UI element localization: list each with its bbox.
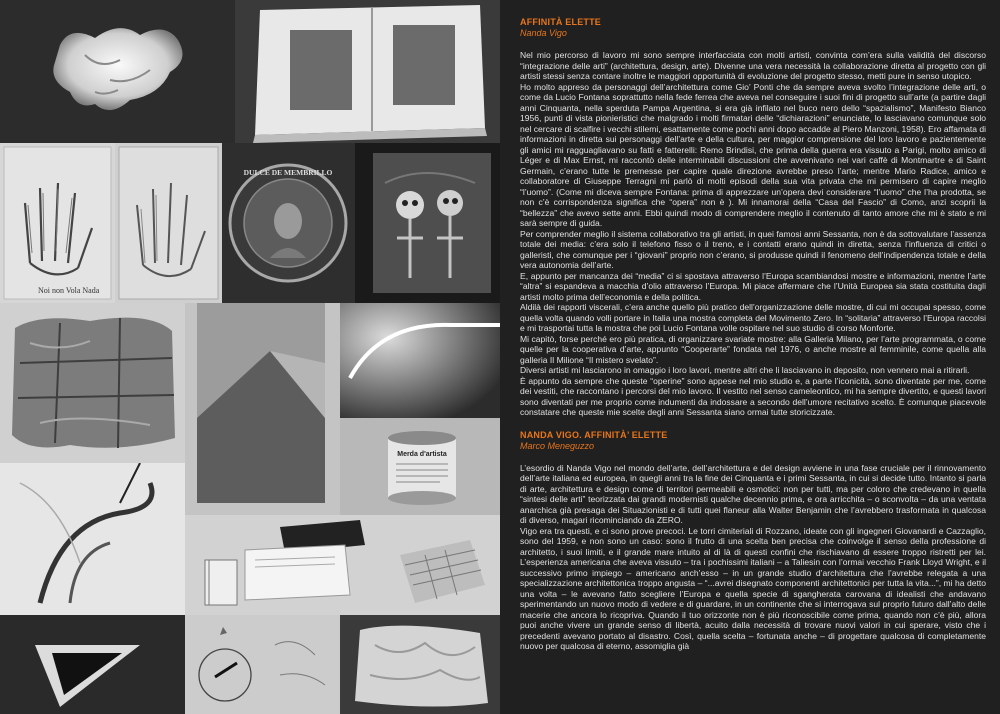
folded-canvas-photo — [185, 303, 340, 515]
open-book-with-cutouts-photo — [235, 0, 500, 143]
drawing-icon — [185, 615, 340, 714]
section-body — [520, 463, 986, 652]
merda-d-artista-can-photo — [340, 418, 500, 515]
section-nanda-vigo-affinita-elette — [520, 430, 986, 652]
paragraph: Vigo era tra questi, e ci sono prove precoci. Le torri cimiteriali di Rozzano, ideate con gli ingegneri Giovanardi e Cazzaglio, sono del 1959, e non sono un caso: sono il frutto di una scelta ben precisa che coinvolge il senso della professione di architetto, i suoi limiti, e il grande mare intuito al di là di questi confini che rischiavano di essere troppo ristretti per lei. L’esperienza americana che aveva vissuto – tra i pochissimi italiani – a Taliesin con l’ormai vecchio Frank Lloyd Wright, e il successivo primo impiego – americano anch’esso – in un grande studio d’architettura che l’avrebbe relegata a una specializzazione architettonica troppo angusta – “...avrei disegnato componenti architettonici per tutta la vita...”, mi ha detto una volta – le avevano fatto scegliere l’Europa e quella specie di sgangherata carovana di idealisti che andavano sperimentando un nuovo modo di vedere e di guardare, in un continente che si interrogava sul proprio futuro dall’alto delle macerie che ancora lo ricopriva. Quando il tuo orizzonte non è più riconoscibile come prima, quando non c’è più, allora puoi anche vivere un grande senso di libertà, acuito dalla necessità di trovare nuovi valori in cui sperare, visto che i precedenti avevano portato al disastro. Così, quella scelta – fortunata anche – di progettare qualcosa di completamente nuovo per qualcosa di eterno, assomiglia già — [520, 525, 986, 651]
article-column — [500, 0, 1000, 714]
hand-sketch-icon — [0, 143, 115, 303]
drawing-signature: Noi non Vola Nada — [38, 286, 100, 295]
booklets-icon — [185, 515, 500, 615]
painting-icon — [355, 143, 500, 303]
paragraph: Nel mio percorso di lavoro mi sono sempre interfacciata con molti artisti, convinta com’era sulla validità del discorso “integrazione delle arti” (architettura, design, arte). Divenne una vera necessità la collaborazione diretta al progetto con gli artisti stessi senza contare inoltre le maggiori opportunità di evoluzione del progetto stesso, metti pure in senso utopico. — [520, 50, 986, 81]
white-crumpled-sculpture-photo — [0, 0, 235, 143]
canvas-icon — [185, 303, 340, 515]
can-label: Merda d'artista — [397, 451, 447, 458]
neon-light-photo — [340, 303, 500, 418]
sculpture-icon — [0, 0, 235, 143]
abstract-drawing-photo — [0, 463, 185, 615]
tin-label: DULCE DE MEMBRILLO — [243, 168, 333, 177]
tin-icon — [222, 143, 355, 303]
section-author: Nanda Vigo — [520, 28, 567, 38]
triangle-icon — [0, 615, 185, 714]
hand-sketch-icon — [115, 143, 222, 303]
paragraph: Aldilà dei rapporti viscerali, c’era anche quello più pratico dell’organizzazione delle mostre, di cui mi occupai spesso, come quella volta quando volli portare in Italia una mostra completa del Movimento Zero. In “solitaria” attraverso l’Europa raccolsi e mi trasportai tutta la mostra che poi Lucio Fontana volle ospitare nel suo studio di corso Monforte. — [520, 302, 986, 333]
neon-icon — [340, 303, 500, 418]
figures-painting-photo — [355, 143, 500, 303]
paragraph: L’esordio di Nanda Vigo nel mondo dell’arte, dell’architettura e del design avviene in una fase cruciale per il rinnovamento dell’arte italiana ed europea, in quegli anni tra la fine dei Cinquanta e i primi Sessanta, in cui si decide tutto. Intanto si parla di arte, architettura e design come di territori permeabili e osmotici: non per tutti, ma per coloro che credevano in quella “sintesi delle arti” teorizzata dai grandi modernisti qualche decennio prima, e ora arricchita – o sconvolta – da una ventata anarchica già presaga dei Situazionisti e di tutti quei flaneur alla Walter Benjamin che l’avrebbero trasformata in qualcosa di diverso, magari ricominciando da ZERO. — [520, 462, 986, 525]
section-affinita-elette — [520, 17, 986, 418]
dulce-de-membrillo-tin-photo — [222, 143, 355, 303]
paragraph: Ho molto appreso da personaggi dell’architettura come Gio’ Ponti che da sempre aveva svolto l’integrazione delle arti, o come da Lucio Fontana soprattutto nella fede ferrea che aveva nel conseguire i suoi fini di progetto sull’arte (a partire dagli anni Cinquanta, nella sperduta Pampa Argentina, si era già infilato nel buco nero dello “spazialismo”, Manifesto Bianco 1956, punti di vista pionieristici che malgrado i molti firmatari delle “dichiarazioni” enunciate, lo lasciavano comunque solo nel cercare di scalfire i vecchi stilemi, esattamente come pochi anni dopo accadde al Piero Manzoni, 1958). Ero affamata di informazioni in diretta sui personaggi dell’arte e della cultura, per maggior comprensione del loro lavoro e pazientemente gli amici mi ragguagliavano su fatti e fatterelli: Remo Brindisi, che prima della guerra era vissuto a Parigi, molto amico di Léger e di Max Ernst, mi raccontò delle interminabili discussioni che avvenivano nei vari caffè di Montmartre e di Saint Germain, c’erano tutte le premesse per capire quale direzione avrebbe preso l’arte; mentre Mario Radice, amico e collaboratore di Giuseppe Terragni mi parlò di molti episodi della sua vita privata che mi permisero di capire meglio “l’uomo”. (Come mi diceva sempre Fontana: prima di apprezzare un’opera devi considerare “l’uomo” che l’ha prodotta, se non c’è corrispondenza significa che “opera” non è ). Mi innamorai della “Casa del Fascio” di Como, anzi scoprii la “bellezza” che avevo sette anni. Ebbi quindi modo di comprendere meglio il contenuto di tanto amore che mi è stato e mi sarà sempre di guida. — [520, 81, 986, 228]
can-icon — [340, 418, 500, 515]
hand-drawing-1-photo — [0, 143, 115, 303]
section-body — [520, 50, 986, 418]
section-title: NANDA VIGO. AFFINITÀ’ ELETTE — [520, 429, 668, 440]
section-author: Marco Meneguzzo — [520, 440, 595, 451]
drawing-icon — [0, 463, 185, 615]
paragraph: Mi capitò, forse perché ero più pratica, di organizzare svariate mostre: alla Galleria Milano, per l’arte programmata, o come quelle per la cooperativa d’arte, appunto “Cooperarte” fondata nel 1976, o anche mostre al femminile, come quella alla galleria Il Milione “Il mistero svelato”. — [520, 333, 986, 365]
paragraph: È appunto da sempre che queste “operine” sono appese nel mio studio e, a parte l’iconicità, sono diventate per me, come dei vestiti, che raccontano i percorsi del mio lavoro. Il vestito nel senso cameleontico, mi ha sempre divertito, e questi lavori sono diventati per me proprio come indumenti da indossare a secondo dell’umore recitativo scelto. È comunque piacevole constatare che queste mie scelte degli anni Sessanta siano ormai tutte storicizzate. — [520, 375, 986, 417]
paragraph: E, appunto per mancanza dei “media” ci si spostava attraverso l’Europa scambiandosi mostre e informazioni, mentre l’arte “altra” si espandeva a macchia d’olio attraverso l’Europa. Mi piace affermare che l’Unità Europea sia stata costituita dagli artisti molto prima dell’economia e della politica. — [520, 270, 986, 302]
ink-drawing-photo — [185, 615, 340, 714]
envelope-and-booklets-photo — [185, 515, 500, 615]
triangle-light-photo — [0, 615, 185, 714]
section-title: AFFINITÀ ELETTE — [520, 17, 601, 27]
hand-drawing-2-photo — [115, 143, 222, 303]
wrapped-package-photo — [0, 303, 185, 463]
package-icon — [0, 303, 185, 463]
paragraph: Per comprender meglio il sistema collaborativo tra gli artisti, in quei famosi anni Sessanta, non è da sottovalutare l’assenza totale dei media: c’era solo il telefono fisso o il treno, e i contatti erano quindi in diretta, senza l’influenza di critici o galleristi, che comunque per i “giovani” proprio non c’erano, si produsse quindi il fenomeno dell’indipendenza totale e della vera autonomia dell’arte. — [520, 228, 986, 270]
book-icon — [235, 0, 500, 143]
cloth-icon — [340, 615, 500, 714]
paragraph: Diversi artisti mi lasciarono in omaggio i loro lavori, mentre altri che li lasciavano in deposito, non vennero mai a ritirarli. — [520, 365, 970, 375]
draped-cloth-photo — [340, 615, 500, 714]
